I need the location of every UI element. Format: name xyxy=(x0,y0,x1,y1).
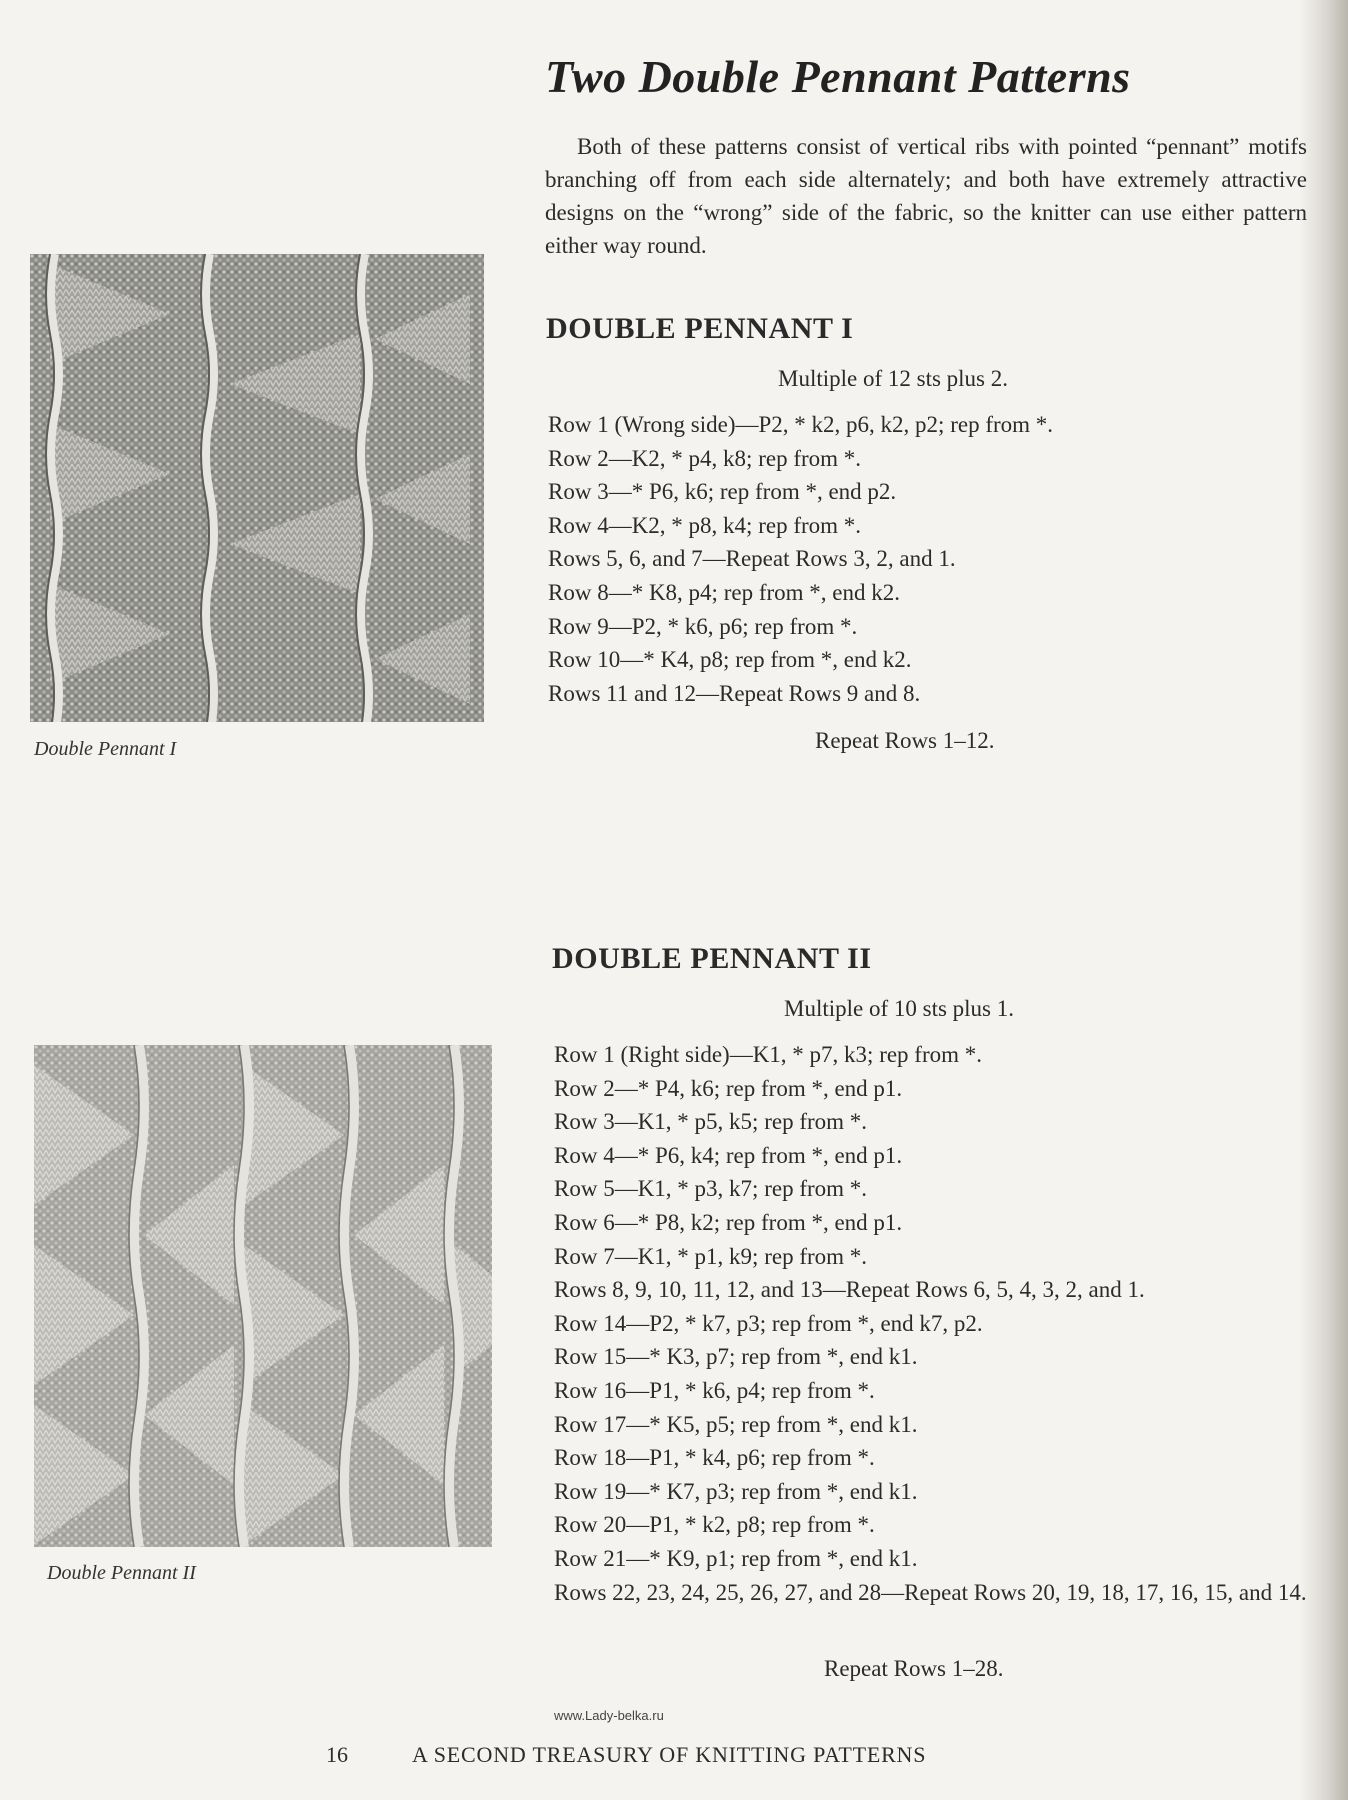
pattern-row: Row 3—K1, * p5, k5; rep from *. xyxy=(554,1109,868,1135)
pattern-row: Row 14—P2, * k7, p3; rep from *, end k7, p2. xyxy=(554,1310,983,1336)
pattern-rows-2 xyxy=(554,1038,1342,1609)
swatch-photo-double-pennant-1 xyxy=(30,254,484,722)
pattern-rows-1 xyxy=(548,408,1053,710)
pattern-row: Row 17—* K5, p5; rep from *, end k1. xyxy=(554,1411,918,1437)
pattern-row: Row 4—K2, * p8, k4; rep from *. xyxy=(548,512,862,538)
swatch-caption-2: Double Pennant II xyxy=(47,1562,196,1584)
running-footer-title: A SECOND TREASURY OF KNITTING PATTERNS xyxy=(412,1742,927,1767)
pattern-row: Row 21—* K9, p1; rep from *, end k1. xyxy=(554,1545,918,1571)
pattern-row: Rows 5, 6, and 7—Repeat Rows 3, 2, and 1. xyxy=(548,546,956,572)
pattern-row: Row 1 (Right side)—K1, * p7, k3; rep from *. xyxy=(554,1042,983,1067)
pattern-row: Row 6—* P8, k2; rep from *, end p1. xyxy=(554,1209,903,1235)
pattern-row: Row 8—* K8, p4; rep from *, end k2. xyxy=(548,579,900,605)
pattern-row: Row 19—* K7, p3; rep from *, end k1. xyxy=(554,1478,918,1504)
pattern-row: Row 1 (Wrong side)—P2, * k2, p6, k2, p2; rep from *. xyxy=(548,412,1054,437)
page-title: Two Double Pennant Patterns xyxy=(545,51,1131,102)
knit-texture-1 xyxy=(30,254,484,722)
pattern-heading-2: DOUBLE PENNANT II xyxy=(552,942,872,975)
pattern-multiple-1: Multiple of 12 sts plus 2. xyxy=(778,366,1009,391)
pattern-row: Row 2—* P4, k6; rep from *, end p1. xyxy=(554,1075,903,1101)
swatch-caption-1: Double Pennant I xyxy=(34,738,177,760)
pattern-repeat-2: Repeat Rows 1–28. xyxy=(824,1656,1004,1681)
pattern-row: Rows 11 and 12—Repeat Rows 9 and 8. xyxy=(548,680,921,706)
pattern-row: Row 9—P2, * k6, p6; rep from *. xyxy=(548,613,858,639)
pattern-repeat-1: Repeat Rows 1–12. xyxy=(815,728,995,753)
pattern-row: Row 4—* P6, k4; rep from *, end p1. xyxy=(554,1142,903,1168)
pattern-row: Rows 22, 23, 24, 25, 26, 27, and 28—Repeat Rows 20, 19, 18, 17, 16, 15, and 14. xyxy=(554,1579,1307,1605)
swatch-photo-double-pennant-2 xyxy=(34,1045,492,1547)
pattern-row: Row 20—P1, * k2, p8; rep from *. xyxy=(554,1512,875,1538)
knit-texture-2 xyxy=(34,1045,492,1547)
pattern-heading-1: DOUBLE PENNANT I xyxy=(546,312,854,345)
pattern-row: Rows 8, 9, 10, 11, 12, and 13—Repeat Rows 6, 5, 4, 3, 2, and 1. xyxy=(554,1277,1145,1303)
watermark-url: www.Lady-belka.ru xyxy=(554,1708,664,1723)
pattern-row: Row 2—K2, * p4, k8; rep from *. xyxy=(548,445,862,471)
pattern-row: Row 16—P1, * k6, p4; rep from *. xyxy=(554,1377,875,1403)
pattern-row: Row 10—* K4, p8; rep from *, end k2. xyxy=(548,647,912,673)
pattern-row: Row 15—* K3, p7; rep from *, end k1. xyxy=(554,1344,918,1370)
pattern-row: Row 18—P1, * k4, p6; rep from *. xyxy=(554,1445,875,1471)
page-number: 16 xyxy=(326,1742,348,1767)
pattern-multiple-2: Multiple of 10 sts plus 1. xyxy=(784,996,1015,1021)
pattern-row: Row 7—K1, * p1, k9; rep from *. xyxy=(554,1243,868,1269)
pattern-row: Row 5—K1, * p3, k7; rep from *. xyxy=(554,1176,868,1202)
pattern-row: Row 3—* P6, k6; rep from *, end p2. xyxy=(548,479,897,505)
intro-paragraph: Both of these patterns consist of vertical ribs with pointed “pennant” motifs branching off from each side alternately; and both have extremely attractive designs on the “wrong” side of the fabric, so the knitter can use either pattern either way round. xyxy=(545,134,1307,258)
